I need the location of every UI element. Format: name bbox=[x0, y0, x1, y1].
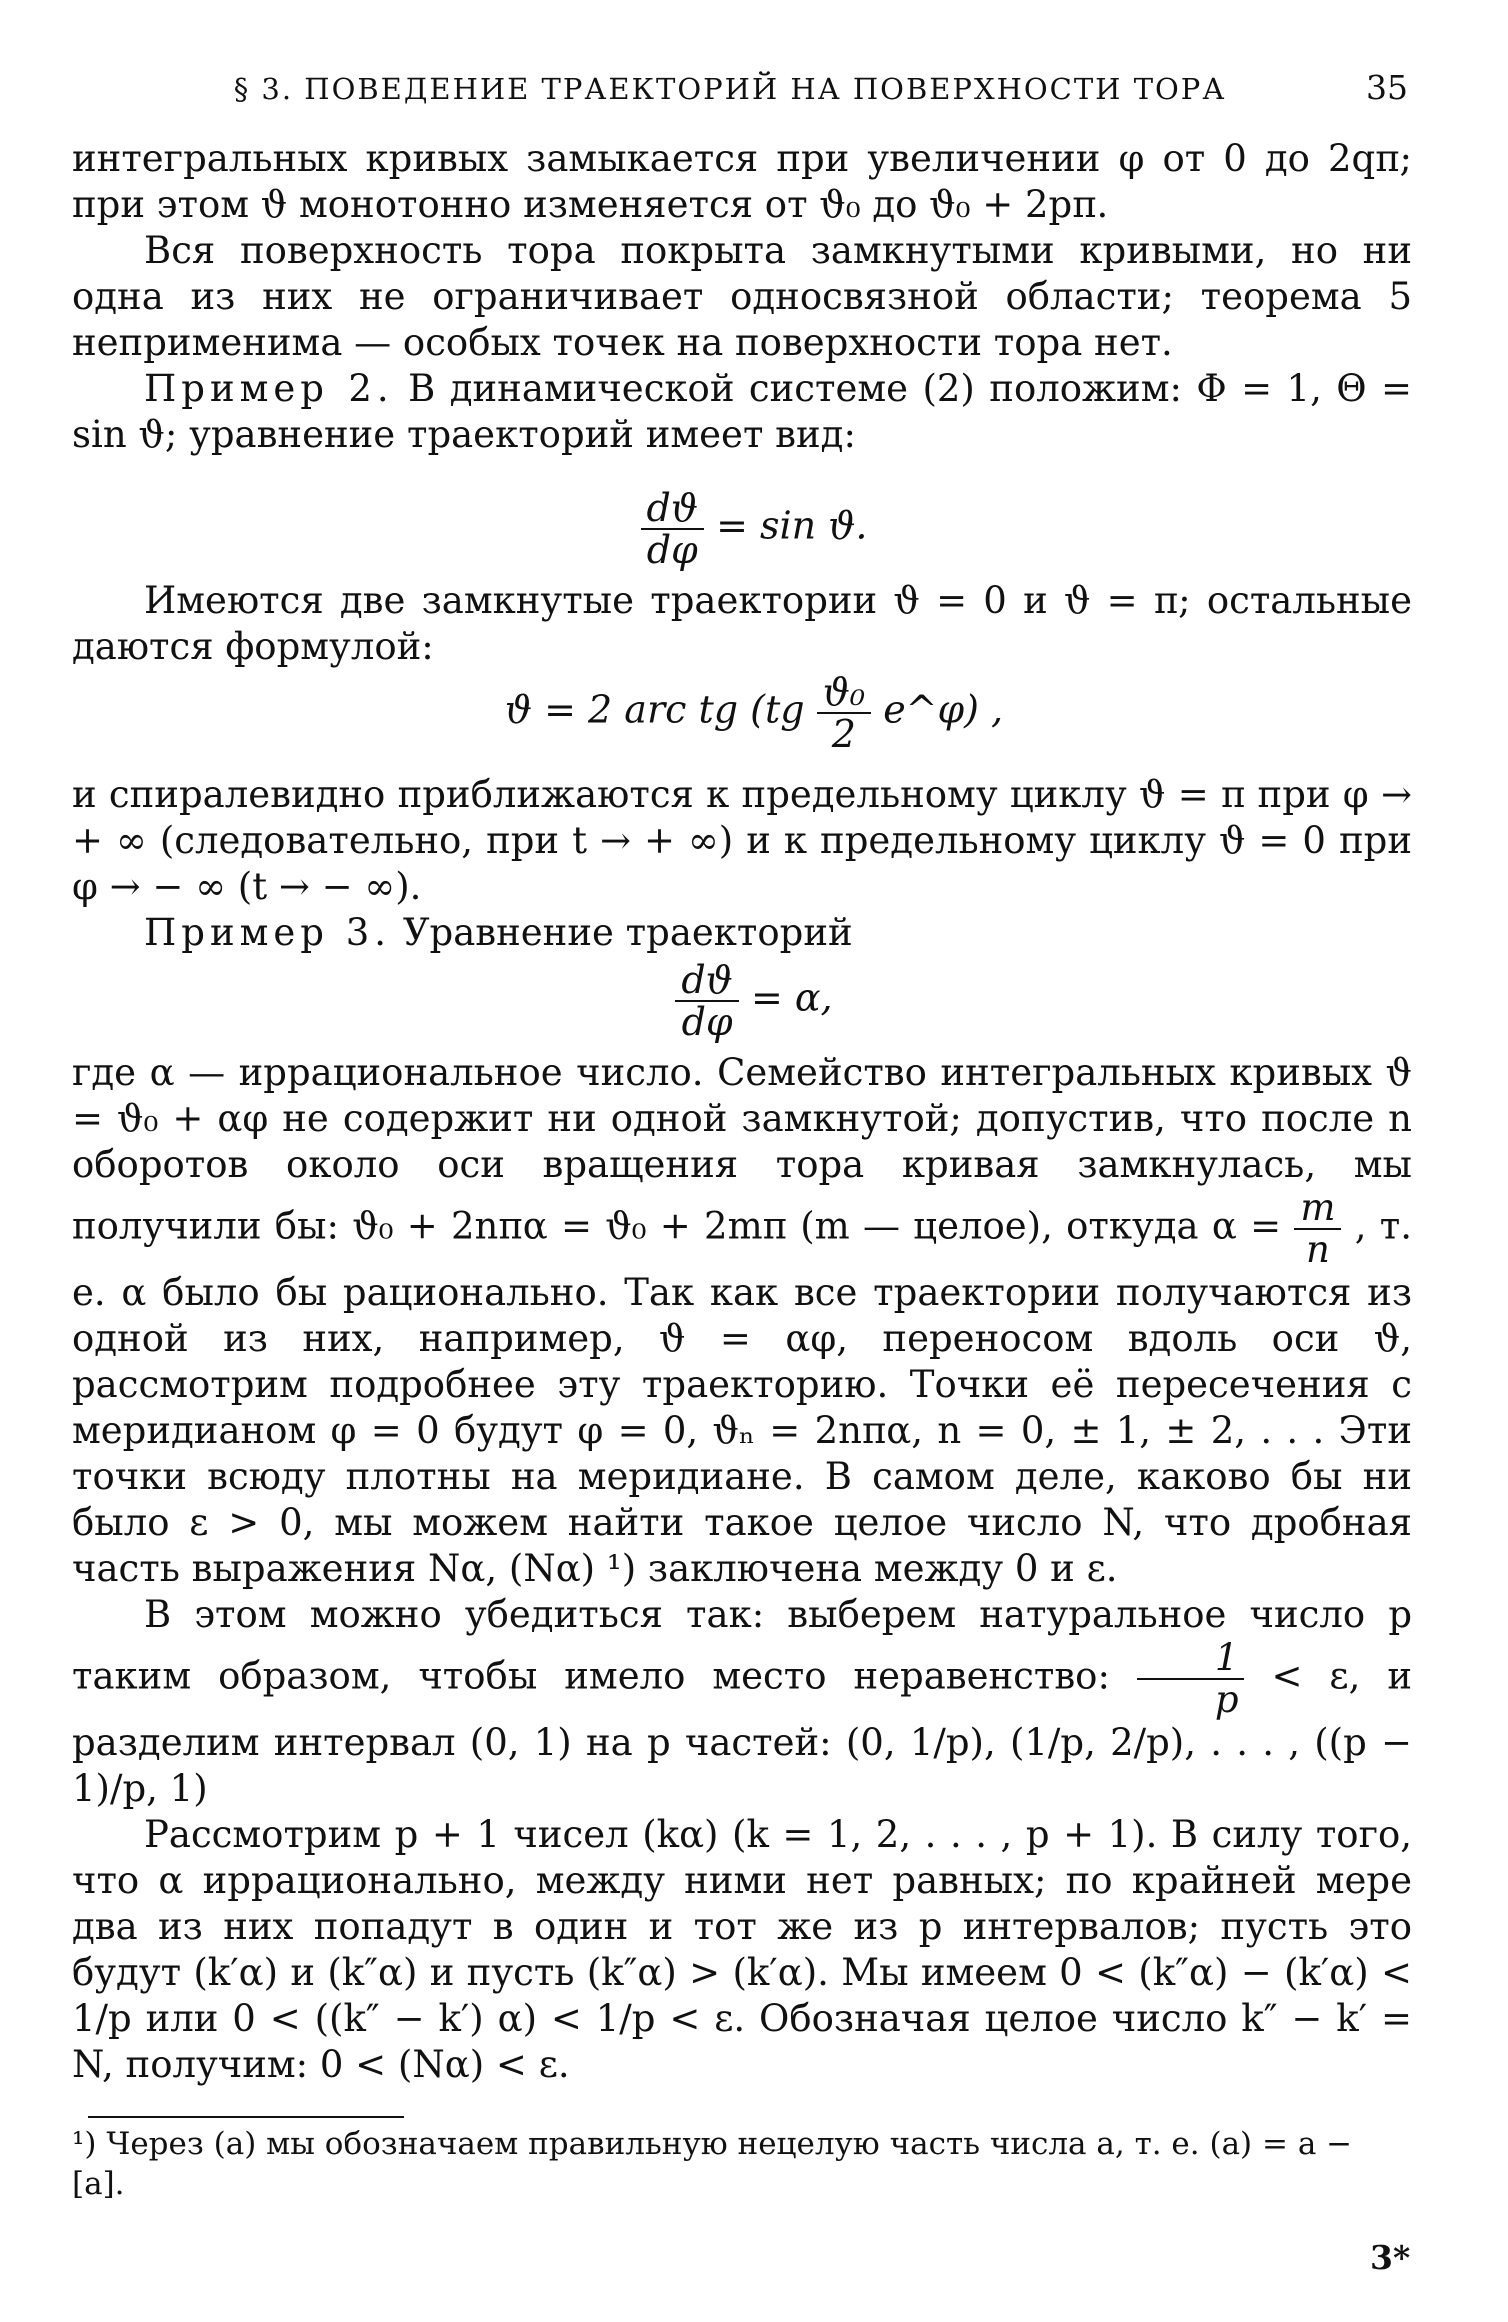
paragraph-natural-number bbox=[72, 1592, 1412, 1812]
equation-2-lhs: ϑ = 2 arc tg (tg bbox=[504, 687, 805, 732]
equation-2-rhs: e^φ) , bbox=[883, 687, 1004, 732]
paragraph-irrational-part-b: , т. е. α было бы рационально. Так как все траектории получаются из одной из них, например, ϑ = αφ, переносом вдоль оси ϑ, рассмотрим подробнее эту траекторию. Точки её пересечения с меридианом φ = 0 будут φ = 0, ϑₙ = 2nπα, n = 0, ± 1, ± 2, . . . Эти точки всюду плотны на меридиане. В самом деле, каково бы ни было ε > 0, мы можем найти такое целое число N, что дробная часть выражения Nα, (Nα) ¹) заключена между 0 и ε. bbox=[72, 1204, 1412, 1590]
alpha-fraction bbox=[1294, 1188, 1341, 1270]
equation-2-numerator: ϑ₀ bbox=[817, 672, 871, 714]
one-over-p-denominator: p bbox=[1214, 1678, 1239, 1721]
equation-1-numerator: dϑ bbox=[641, 488, 705, 530]
alpha-fraction-denominator: n bbox=[1306, 1228, 1330, 1271]
one-over-p-numerator: 1 bbox=[1137, 1638, 1245, 1680]
paragraph-natural-number-part-a: В этом можно убедиться так: выберем натуральное число p таким образом, чтобы имело место неравенство: bbox=[72, 1593, 1412, 1698]
paragraph-torus: Вся поверхность тора покрыта замкнутыми кривыми, но ни одна из них не ограничивает односвязной области; теорема 5 неприменима — особых точек на поверхности тора нет. bbox=[72, 229, 1412, 364]
equation-3-fraction bbox=[675, 960, 739, 1042]
equation-1-rhs: = sin ϑ. bbox=[716, 503, 868, 548]
alpha-fraction-numerator: m bbox=[1294, 1188, 1341, 1230]
equation-3 bbox=[0, 960, 1508, 1042]
example-3-label: Пример 3. bbox=[144, 911, 392, 954]
equation-2 bbox=[0, 672, 1508, 754]
equation-1-fraction bbox=[641, 488, 705, 570]
paragraph-irrational bbox=[72, 1050, 1412, 1592]
equation-2-fraction bbox=[817, 672, 871, 754]
paragraph-natural-number-part-b: < ε, и разделим интервал (0, 1) на p частей: (0, 1/p), (1/p, 2/p), . . . , ((p − 1)/p, 1) bbox=[72, 1654, 1413, 1810]
page-number: 35 bbox=[1366, 68, 1408, 107]
one-over-p-fraction bbox=[1137, 1638, 1245, 1720]
paragraph-example-3 bbox=[72, 910, 1412, 956]
paragraph-closed-trajectories: Имеются две замкнутые траектории ϑ = 0 и ϑ = π; остальные даются формулой: bbox=[72, 579, 1412, 668]
footnote: ¹) Через (a) мы обозначаем правильную нецелую часть числа a, т. е. (a) = a − [a]. bbox=[72, 2126, 1353, 2202]
equation-3-denominator: dφ bbox=[681, 1000, 733, 1044]
paragraph-example-2 bbox=[72, 366, 1412, 458]
example-2-label: Пример 2. bbox=[144, 367, 394, 410]
equation-3-numerator: dϑ bbox=[675, 960, 739, 1002]
equation-1-denominator: dφ bbox=[646, 528, 698, 572]
example-3-text: Уравнение траекторий bbox=[402, 911, 853, 954]
text-block-3 bbox=[72, 772, 1412, 956]
equation-2-denominator: 2 bbox=[831, 712, 856, 756]
signature-mark: 3* bbox=[1370, 2238, 1411, 2277]
footnote-rule bbox=[88, 2116, 404, 2118]
paragraph-pigeonhole: Рассмотрим p + 1 чисел (kα) (k = 1, 2, . . . , p + 1). В силу того, что α иррационально, между ними нет равных; по крайней мере два из них попадут в один и тот же из p интервалов; пусть это будут (k′α) и (k″α) и пусть (k″α) > (k′α). Мы имеем 0 < (k″α) − (k′α) < 1/p или 0 < ((k″ − k′) α) < 1/p < ε. Обозначая целое число k″ − k′ = N, получим: 0 < (Nα) < ε. bbox=[72, 1813, 1412, 2086]
text-block-2 bbox=[72, 578, 1412, 670]
paragraph-limit-cycles: и спиралевидно приближаются к предельному циклу ϑ = π при φ → + ∞ (следовательно, при t → + ∞) и к предельному циклу ϑ = 0 при φ → − ∞ (t → − ∞). bbox=[72, 773, 1412, 908]
paragraph-irrational-part-a: где α — иррациональное число. Семейство интегральных кривых ϑ = ϑ₀ + αφ не содержит ни одной замкнутой; допустив, что после n оборотов около оси вращения тора кривая замкнулась, мы получили бы: ϑ₀ + 2nπα = ϑ₀ + 2mπ (m — целое), откуда α = bbox=[72, 1051, 1412, 1248]
text-block-4 bbox=[72, 1050, 1412, 2088]
equation-1 bbox=[0, 488, 1508, 570]
running-header: § 3. ПОВЕДЕНИЕ ТРАЕКТОРИЙ НА ПОВЕРХНОСТИ ТОРА bbox=[233, 72, 1227, 106]
example-2-text: В динамической системе (2) положим: Φ = 1, Θ = sin ϑ; уравнение траекторий имеет вид: bbox=[72, 367, 1412, 456]
equation-3-rhs: = α, bbox=[750, 975, 833, 1020]
paragraph-continuation: интегральных кривых замыкается при увеличении φ от 0 до 2qπ; при этом ϑ монотонно изменяется от ϑ₀ до ϑ₀ + 2pπ. bbox=[72, 137, 1412, 226]
text-block-1 bbox=[72, 136, 1412, 458]
